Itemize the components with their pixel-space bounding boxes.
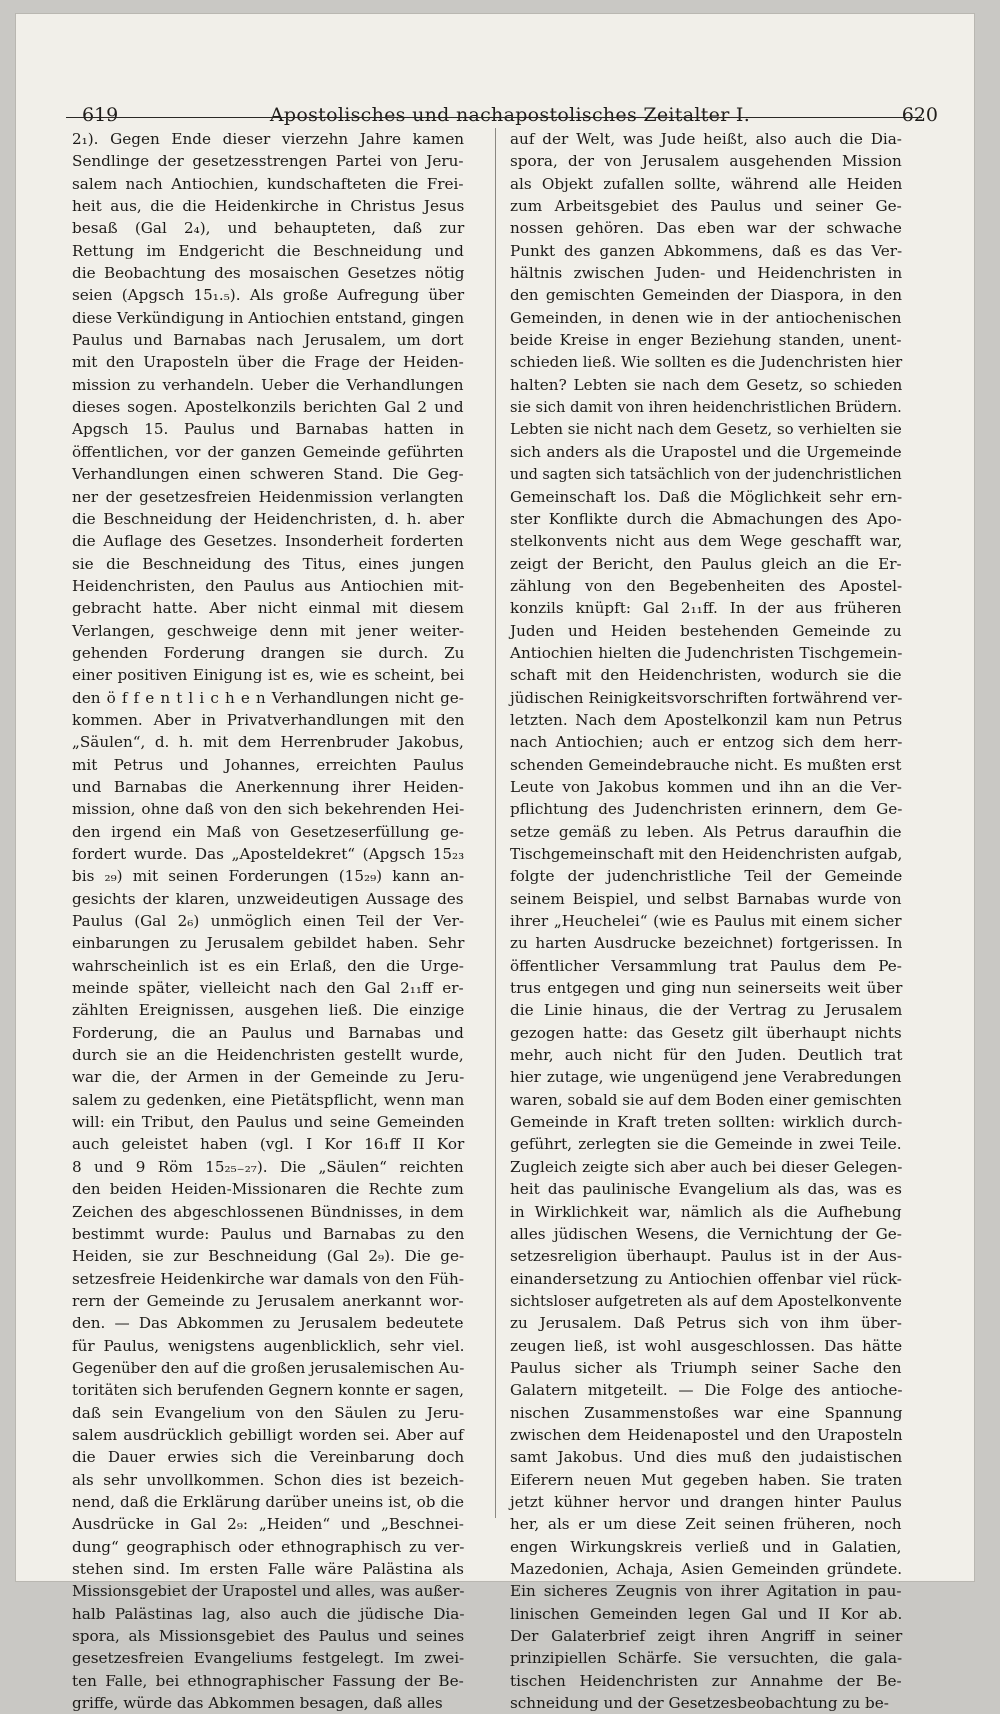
text-line: setzesreligion überhaupt. Paulus ist in der Aus- [510,1247,902,1266]
text-line: konzils knüpft: Gal 2₁₁ff. In der aus früheren [510,599,902,618]
text-line: hier zutage, wie ungenügend jene Verabredungen [510,1068,902,1087]
text-line: Gemeinde in Kraft treten sollten: wirklich durch- [510,1113,903,1132]
text-line: geführt, zerlegten sie die Gemeinde in zwei Teile. [510,1135,902,1154]
text-line: Leute von Jakobus kommen und ihn an die Ver- [510,777,902,796]
text-line: diese Verkündigung in Antiochien entstand, gingen [72,308,465,327]
text-line: einandersetzung zu Antiochien offenbar viel rück- [510,1269,902,1288]
text-column-right [510,128,903,1713]
text-line: salem ausdrücklich gebilligt worden sei. Aber auf [72,1425,464,1444]
text-line: öffentlicher Versammlung trat Paulus dem Pe- [510,956,902,975]
text-line: einer positiven Einigung ist es, wie es scheint, bei [72,666,465,685]
text-line: daß sein Evangelium von den Säulen zu Jeru- [72,1403,465,1422]
text-line: Lebten sie nicht nach dem Gesetz, so verhielten sie [510,420,902,439]
text-line: dieses sogen. Apostelkonzils berichten Gal 2 und [72,398,464,417]
text-line: seien (Apgsch 15₁.₅). Als große Aufregung über [72,286,465,305]
text-line: Gemeinden, in denen wie in der antiochenischen [510,308,902,327]
text-line: Verhandlungen einen schweren Stand. Die Geg- [72,465,464,484]
text-line: nossen gehören. Das eben war der schwache [510,219,902,238]
text-line: tischen Heidenchristen zur Annahme der Be- [510,1671,902,1690]
text-line: den gemischten Gemeinden der Diaspora, in den [510,286,903,305]
text-line: sie die Beschneidung des Titus, eines jungen [72,554,465,573]
text-line: setze gemäß zu leben. Als Petrus daraufhin die [510,822,902,841]
text-line: dung“ geographisch oder ethnographisch zu ver- [72,1537,465,1556]
text-line: Apgsch 15. Paulus und Barnabas hatten in [72,420,465,439]
text-line: die Linie hinaus, die der Vertrag zu Jerusalem [510,1001,903,1020]
text-line: Galatern mitgeteilt. — Die Folge des antioche- [510,1381,903,1400]
text-line: spora, der von Jerusalem ausgehenden Mission [510,152,902,171]
text-line: zeigt der Bericht, den Paulus gleich an die Er- [510,554,902,573]
text-line: Paulus (Gal 2₆) unmöglich einen Teil der Ver- [72,912,465,931]
text-line: trus entgegen und ging nun seinerseits weit über [510,979,903,998]
text-line: Paulus und Barnabas nach Jerusalem, um dort [72,331,464,350]
text-line: Zeichen des abgeschlossenen Bündnisses, in dem [72,1202,464,1221]
text-line: Forderung, die an Paulus und Barnabas und [72,1023,464,1042]
text-line: griffe, würde das Abkommen besagen, daß alles [72,1694,443,1713]
text-line: kommen. Aber in Privatverhandlungen mit den [72,710,465,729]
text-line: Zugleich zeigte sich aber auch bei dieser Gelegen- [510,1157,903,1176]
text-line: nach Antiochien; auch er entzog sich dem herr- [510,733,903,752]
text-line: mit Petrus und Johannes, erreichten Paulus [72,755,464,774]
text-line: nischen Zusammenstoßes war eine Spannung [510,1403,903,1422]
text-line: ster Konflikte durch die Abmachungen des Apo- [510,509,902,528]
text-line: zählung von den Begebenheiten des Apostel- [510,576,903,595]
text-line: in Wirklichkeit war, nämlich als die Aufhebung [510,1202,902,1221]
text-line: setzesfreie Heidenkirche war damals von den Füh- [72,1269,464,1288]
text-line: Eiferern neuen Mut gegeben haben. Sie traten [510,1470,903,1489]
column-divider [495,128,496,1518]
text-line: will: ein Tribut, den Paulus und seine Gemeinden [72,1113,465,1132]
text-line: gezogen hatte: das Gesetz gilt überhaupt nichts [510,1023,902,1042]
text-line: Der Galaterbrief zeigt ihren Angriff in seiner [510,1627,903,1646]
text-line: zu harten Ausdrucke bezeichnet) fortgerissen. In [510,934,903,953]
text-line: bis ₂₉) mit seinen Forderungen (15₂₉) kann an- [72,867,465,886]
text-line: sie sich damit von ihren heidenchristlichen Brüdern. [510,398,902,417]
text-line: und sagten sich tatsächlich von der judenchristlichen [510,465,902,484]
text-line: gehenden Forderung drangen sie durch. Zu [72,643,465,662]
text-line: linischen Gemeinden legen Gal und II Kor ab. [510,1604,903,1623]
text-line: zu Jerusalem. Daß Petrus sich von ihm über- [510,1314,902,1333]
text-line: und Barnabas die Anerkennung ihrer Heiden- [72,777,464,796]
text-line: zeugen ließ, ist wohl ausgeschlossen. Das hätte [510,1336,903,1355]
text-line: ten Falle, bei ethnographischer Fassung der Be- [72,1671,464,1690]
text-line: her, als er um diese Zeit seinen früheren, noch [510,1515,902,1534]
text-line: schieden ließ. Wie sollten es die Judenchristen hier [510,353,903,372]
text-line: mission zu verhandeln. Ueber die Verhandlungen [72,375,464,394]
text-line: einbarungen zu Jerusalem gebildet haben. Sehr [72,934,465,953]
running-title: Apostolisches und nachapostolisches Zeitalter I. [269,104,751,126]
text-line: mit den Uraposteln über die Frage der Heiden- [72,353,464,372]
text-line: zwischen dem Heidenapostel und den Uraposteln [510,1425,903,1444]
text-line: engen Wirkungskreis verließ und in Galatien, [510,1537,902,1556]
text-line: als Objekt zufallen sollte, während alle Heiden [510,174,903,193]
text-line: salem nach Antiochien, kundschafteten die Frei- [72,174,464,193]
text-line: nend, daß die Erklärung darüber uneins ist, ob die [72,1492,465,1511]
text-line: rern der Gemeinde zu Jerusalem anerkannt wor- [72,1291,464,1310]
text-line: Missionsgebiet der Urapostel und alles, was außer- [72,1582,465,1601]
text-line: Antiochien hielten die Judenchristen Tischgemein- [510,643,903,662]
text-line: pflichtung des Judenchristen erinnern, dem Ge- [510,800,903,819]
text-line: die Dauer erwies sich die Vereinbarung doch [72,1448,465,1467]
text-line: Juden und Heiden bestehenden Gemeinde zu [510,621,902,640]
text-line: Rettung im Endgericht die Beschneidung und [72,241,464,260]
text-line: wahrscheinlich ist es ein Erlaß, den die Urge- [72,956,464,975]
text-line: den. — Das Abkommen zu Jerusalem bedeutete [72,1314,464,1333]
text-line: ihrer „Heuchelei“ (wie es Paulus mit einem sicher [510,912,902,931]
text-line: den ö f f e n t l i c h e n Verhandlungen nicht ge- [72,688,464,707]
text-line: Heiden, sie zur Beschneidung (Gal 2₉). Die ge- [72,1247,465,1266]
text-line: Tischgemeinschaft mit den Heidenchristen aufgab, [510,845,903,863]
text-column-left [72,128,465,1713]
text-line: jüdischen Reinigkeitsvorschriften fortwährend ver- [510,688,903,707]
text-line: jetzt kühner hervor und drangen hinter Paulus [510,1492,902,1511]
text-line: Punkt des ganzen Abkommens, daß es das Ver- [510,241,903,260]
text-line: war die, der Armen in der Gemeinde zu Jeru- [72,1068,465,1087]
text-line: heit aus, die die Heidenkirche in Christus Jesus [72,197,465,216]
text-line: bestimmt wurde: Paulus und Barnabas zu den [72,1224,465,1243]
text-line: ner der gesetzesfreien Heidenmission verlangten [72,487,464,506]
text-line: zum Arbeitsgebiet des Paulus und seiner Ge- [510,197,902,216]
header-rule [66,117,922,118]
text-line: besaß (Gal 2₄), und behaupteten, daß zur [72,219,465,238]
text-line: die Beobachtung des mosaischen Gesetzes nötig [72,264,465,283]
text-line: für Paulus, wenigstens augenblicklich, sehr viel. [72,1336,465,1355]
text-line: als sehr unvollkommen. Schon dies ist bezeich- [72,1470,464,1489]
text-line: den beiden Heiden-Missionaren die Rechte zum [72,1180,464,1199]
text-line: sichtsloser aufgetreten als auf dem Apostelkonvente [510,1291,902,1310]
text-line: gebracht hatte. Aber nicht einmal mit diesem [72,599,464,618]
text-line: den irgend ein Maß von Gesetzeserfüllung ge- [72,822,464,841]
text-line: Ein sicheres Zeugnis von ihrer Agitation in pau- [510,1582,902,1601]
page-number-left: 619 [82,104,119,126]
text-line: gesichts der klaren, unzweideutigen Aussage des [72,889,464,908]
text-line: Heidenchristen, den Paulus aus Antiochien mit- [72,576,464,595]
text-line: salem zu gedenken, eine Pietätspflicht, wenn man [72,1090,465,1109]
text-line: mehr, auch nicht für den Juden. Deutlich trat [510,1046,903,1065]
text-line: 8 und 9 Röm 15₂₅₋₂₇). Die „Säulen“ reichten [72,1157,464,1176]
text-line: die Beschneidung der Heidenchristen, d. h. aber [72,509,465,528]
text-line: seinem Beispiel, und selbst Barnabas wurde von [510,889,902,908]
text-line: stehen sind. Im ersten Falle wäre Palästina als [72,1560,464,1578]
text-line: Ausdrücke in Gal 2₉: „Heiden“ und „Beschnei- [72,1515,464,1534]
text-line: stelkonvents nicht aus dem Wege geschafft war, [510,532,903,551]
text-line: auch geleistet haben (vgl. I Kor 16₁ff II Kor [72,1135,465,1154]
text-line: waren, sobald sie auf dem Boden einer gemischten [510,1090,902,1109]
text-line: Gemeinschaft los. Daß die Möglichkeit sehr ern- [510,487,903,506]
text-line: spora, als Missionsgebiet des Paulus und seines [72,1627,465,1646]
text-line: fordert wurde. Das „Aposteldekret“ (Apgsch 15₂₃ [72,845,465,863]
text-line: toritäten sich berufenden Gegnern konnte er sagen, [72,1381,465,1400]
text-line: letzten. Nach dem Apostelkonzil kam nun Petrus [510,710,903,729]
text-line: sich anders als die Urapostel und die Urgemeinde [510,442,902,461]
page-number-right: 620 [901,104,938,126]
text-line: öffentlichen, vor der ganzen Gemeinde geführten [72,442,464,461]
text-line: alles jüdischen Wesens, die Vernichtung der Ge- [510,1224,902,1243]
text-line: Mazedonien, Achaja, Asien Gemeinden gründete. [510,1560,903,1578]
text-line: hältnis zwischen Juden- und Heidenchristen in [510,264,903,283]
text-line: durch sie an die Heidenchristen gestellt wurde, [72,1046,464,1065]
text-line: die Auflage des Gesetzes. Insonderheit forderten [72,532,464,551]
text-line: zählten Ereignissen, ausgehen ließ. Die einzige [72,1001,465,1020]
text-line: beide Kreise in enger Beziehung standen, unent- [510,331,902,350]
text-line: Verlangen, geschweige denn mit jener weiter- [72,621,465,640]
text-line: halb Palästinas lag, also auch die jüdische Dia- [72,1604,465,1623]
text-line: „Säulen“, d. h. mit dem Herrenbruder Jakobus, [72,733,464,752]
text-line: mission, ohne daß von den sich bekehrenden Hei- [72,800,465,819]
text-line: folgte der judenchristliche Teil der Gemeinde [510,867,903,886]
text-line: auf der Welt, was Jude heißt, also auch die Dia- [510,130,902,148]
text-line: halten? Lebten sie nach dem Gesetz, so schieden [510,375,903,394]
text-line: Sendlinge der gesetzesstrengen Partei von Jeru- [72,152,464,171]
text-line: gesetzesfreien Evangeliums festgelegt. Im zwei- [72,1649,465,1668]
text-line: meinde später, vielleicht nach den Gal 2₁₁ff er- [72,979,464,998]
text-line: Paulus sicher als Triumph seiner Sache den [510,1358,902,1377]
text-line: samt Jakobus. Und dies muß den judaistischen [510,1448,903,1467]
text-line: schneidung und der Gesetzesbeobachtung zu be- [510,1694,889,1713]
text-line: schaft mit den Heidenchristen, wodurch sie die [510,666,902,685]
text-line: prinzipiellen Schärfe. Sie versuchten, die gala- [510,1649,903,1668]
text-line: Gegenüber den auf die großen jerusalemischen Au- [72,1358,465,1377]
text-line: schenden Gemeindebrauche nicht. Es mußten erst [510,755,902,774]
text-line: 2₁). Gegen Ende dieser vierzehn Jahre kamen [72,130,465,148]
text-line: heit das paulinische Evangelium als das, was es [510,1180,902,1199]
